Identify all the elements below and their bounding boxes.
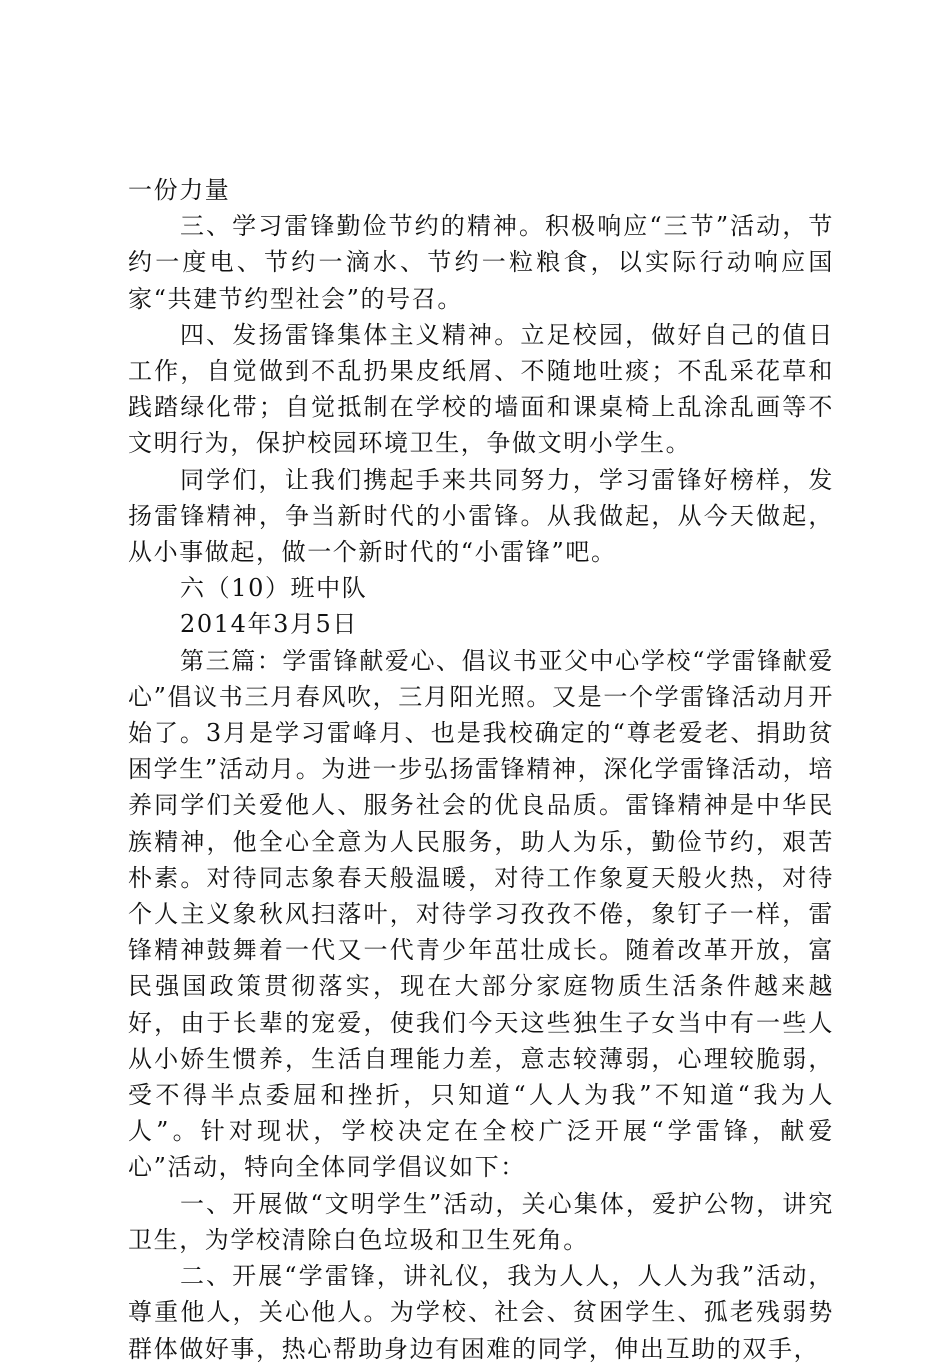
paragraph-proposal-two: 二、开展“学雷锋，讲礼仪，我为人人，人人为我”活动，尊重他人，关心他人。为学校、社会、贫困学生、孤老残弱势群体做好事，热心帮助身边有困难的同学，伸出互助的双手， xyxy=(128,1262,834,1363)
paragraph-item-three: 三、学习雷锋勤俭节约的精神。积极响应“三节”活动，节约一度电、节约一滴水、节约一粒粮食，以实际行动响应国家“共建节约型社会”的号召。 xyxy=(128,212,834,313)
paragraph-continuation: 一份力量 xyxy=(128,176,231,204)
signature-class: 六（10）班中队 xyxy=(180,574,368,603)
signature-date: 2014年3月5日 xyxy=(180,610,359,639)
paragraph-item-four: 四、发扬雷锋集体主义精神。立足校园，做好自己的值日工作，自觉做到不乱扔果皮纸屑、不随地吐痰；不乱采花草和践踏绿化带；自觉抵制在学校的墙面和课桌椅上乱涂乱画等不文明行为，保护校园环境卫生，争做文明小学生。 xyxy=(128,320,834,458)
paragraph-closing-appeal: 同学们，让我们携起手来共同努力，学习雷锋好榜样，发扬雷锋精神，争当新时代的小雷锋。从我做起，从今天做起，从小事做起，做一个新时代的“小雷锋”吧。 xyxy=(128,465,834,567)
paragraph-proposal-one: 一、开展做“文明学生”活动，关心集体，爱护公物，讲究卫生，为学校清除白色垃圾和卫生死角。 xyxy=(128,1189,834,1254)
paragraph-third-article: 第三篇：学雷锋献爱心、倡议书亚父中心学校“学雷锋献爱心”倡议书三月春风吹，三月阳光照。又是一个学雷锋活动月开始了。3月是学习雷峰月、也是我校确定的“尊老爱老、捐助贫困学生”活动月。为进一步弘扬雷锋精神，深化学雷锋活动，培养同学们关爱他人、服务社会的优良品质。雷锋精神是中华民族精神，他全心全意为人民服务，助人为乐，勤俭节约，艰苦朴素。对待同志象春天般温暖，对待工作象夏天般火热，对待个人主义象秋风扫落叶，对待学习孜孜不倦，象钉子一样，雷锋精神鼓舞着一代又一代青少年茁壮成长。随着改革开放，富民强国政策贯彻落实，现在大部分家庭物质生活条件越来越好，由于长辈的宠爱，使我们今天这些独生子女当中有一些人从小娇生惯养，生活自理能力差，意志较薄弱，心理较脆弱，受不得半点委屈和挫折，只知道“人人为我”不知道“我为人人”。针对现状，学校决定在全校广泛开展“学雷锋，献爱心”活动，特向全体同学倡议如下： xyxy=(128,646,834,1182)
document-body xyxy=(128,172,834,1367)
